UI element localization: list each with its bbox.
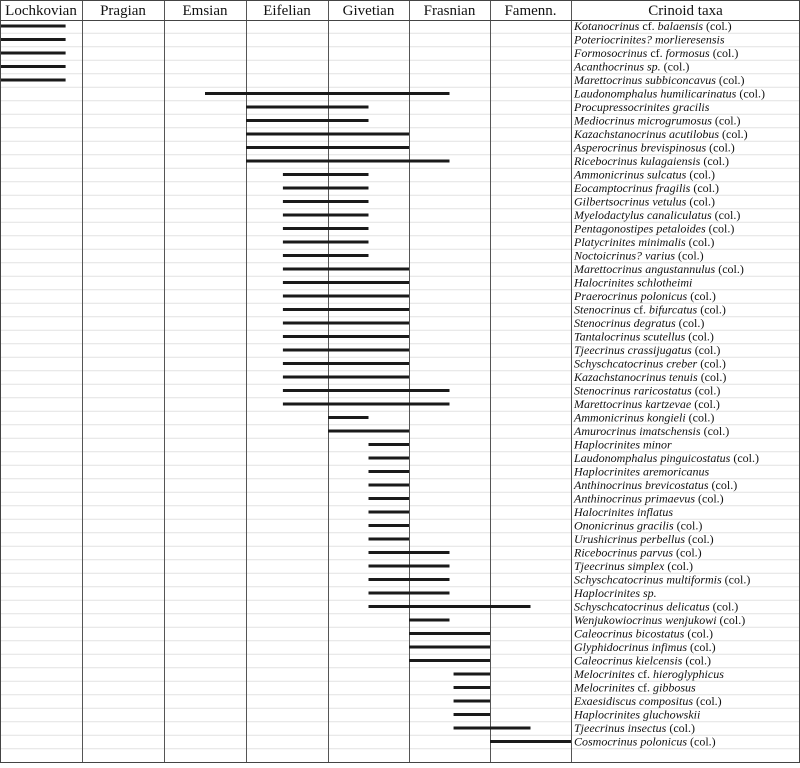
taxon-label [573,249,704,263]
taxon-genus: Kotanocrinus [574,19,640,33]
taxon-genus: Kazachstanocrinus [574,370,667,384]
taxon-genus: Kazachstanocrinus [574,127,667,141]
taxon-genus: Asperocrinus [574,140,638,155]
taxon-suffix: (col.) [715,73,745,87]
taxon-suffix: (col.) [673,518,703,533]
taxon-label [573,168,715,182]
taxon-suffix: (col.) [660,59,690,74]
taxon-epithet: creber [663,356,698,371]
stage-header: Pragian [100,3,146,19]
taxon-label [574,627,713,641]
taxon-label [573,87,765,101]
taxon-label [573,708,700,722]
taxon-label [573,208,740,222]
taxon-label [573,289,716,303]
taxon-genus: Mediocrinus [574,113,635,128]
taxon-label [574,721,695,735]
taxon-label [573,276,692,290]
taxon-qualifier: cf. [630,302,646,317]
taxon-genus: Marettocrinus [574,397,643,411]
stage-header: Frasnian [423,3,476,19]
taxon-label [573,181,719,195]
taxon-genus: Haplocrinites [574,586,640,600]
taxon-genus: Acanthocrinus [574,59,644,74]
taxon-genus: Ammonicrinus [574,410,644,425]
taxon-genus: Caleocrinus [574,626,633,641]
taxon-suffix: (col.) [700,424,730,438]
taxon-epithet: aremoricanus [640,464,710,479]
taxon-label [573,667,724,681]
taxon-epithet: multiformis [663,572,722,587]
taxon-label [574,519,702,533]
taxon-label [574,316,704,330]
taxon-genus: Schyschcatocrinus [574,356,664,371]
taxon-suffix: (col.) [682,653,711,668]
taxon-genus: Schyschcatocrinus [574,572,664,587]
taxon-suffix: (col.) [690,181,719,195]
taxon-suffix: (col.) [686,167,715,182]
taxon-label [574,384,720,398]
taxon-genus: Amurocrinus [574,424,637,438]
taxon-genus: Platycrinites [574,235,636,249]
taxon-genus: Marettocrinus [574,73,643,87]
taxon-genus: Marettocrinus [574,262,643,276]
taxon-genus: Anthinocrinus [574,478,642,492]
taxon-genus: Melocrinites [574,667,635,681]
taxon-genus: Ricebocrinus [574,545,638,560]
taxon-genus: Laudonomphalus [574,86,658,101]
taxon-epithet: insectus [624,721,667,735]
taxon-qualifier: cf. [634,680,650,695]
taxon-qualifier: cf. [639,19,655,33]
taxon-label [574,640,716,654]
taxon-label [573,262,744,276]
taxon-label [574,735,716,749]
taxon-suffix: (col.) [664,559,693,573]
taxon-suffix: (col.) [690,640,716,654]
taxon-genus: Haplocrinites [574,464,640,479]
taxon-label [573,424,729,438]
taxon-epithet: infimus [648,640,691,654]
taxon-genus: Myelodactylus [574,208,644,222]
taxon-epithet: parvus [637,545,673,560]
taxon-epithet: gracilis [669,100,710,114]
taxon-epithet: sulcatus [644,167,687,182]
taxon-label [573,451,759,465]
taxon-label [574,195,715,209]
taxon-epithet: acutilobus [666,127,720,141]
taxon-label [573,19,732,33]
taxon-suffix: (col.) [709,599,739,614]
taxon-epithet: sp. [640,586,657,600]
taxon-epithet: gracilis [634,518,674,533]
taxon-suffix: (col.) [705,221,735,236]
taxon-epithet: minimalis [635,235,686,249]
taxon-suffix: (col.) [697,302,726,317]
taxon-epithet: raricostatus [630,383,692,398]
taxon-suffix: (col.) [684,626,713,641]
taxon-epithet: hieroglyphicus [649,667,724,681]
taxon-label [573,235,714,249]
taxon-suffix: (col.) [685,235,715,249]
taxon-epithet: schlotheimi [634,275,693,290]
taxon-label [573,222,734,236]
taxon-suffix: (col.) [691,383,721,398]
taxon-genus: Ricebocrinus [574,154,638,168]
taxon-suffix: (col.) [691,397,720,411]
taxon-label [573,127,748,141]
taxon-suffix: (col.) [708,478,738,492]
taxon-suffix: (col.) [700,154,729,168]
taxon-label [573,73,745,87]
taxon-label [574,573,750,587]
taxon-suffix: (col.) [685,410,715,425]
taxon-genus: Gilbertsocrinus [574,194,650,209]
taxon-suffix: (col.) [673,545,702,560]
taxon-label [573,586,657,600]
taxon-genus: Halocrinites [574,275,634,290]
taxon-epithet: primaevus [642,491,695,506]
taxon-label [573,46,738,60]
taxon-label [573,141,735,155]
taxon-genus: Stenocrinus [574,316,631,330]
taxon-label [573,465,710,479]
taxon-label [573,505,673,519]
taxon-epithet: sp. [644,59,661,74]
taxon-genus: Anthinocrinus [574,491,642,506]
taxon-genus: Schyschcatocrinus [574,599,664,614]
taxon-suffix: (col.) [697,370,727,384]
stage-header: Givetian [342,3,395,19]
taxon-suffix: (col.) [695,491,724,506]
taxon-suffix: (col.) [703,19,732,33]
taxon-label [574,532,714,546]
taxon-epithet: vetulus [649,194,687,209]
taxon-genus: Cosmocrinus [574,734,638,749]
taxon-epithet: perbellus [637,532,686,546]
taxon-qualifier: cf. [634,667,650,681]
taxon-suffix: (col.) [686,194,715,209]
taxon-suffix: (col.) [687,734,716,749]
taxon-genus: Pentagonostipes [574,221,654,236]
taxon-epithet: microgrumosus [634,113,712,128]
taxon-epithet: balaensis [654,19,704,33]
taxon-suffix: (col.) [675,248,704,263]
taxon-genus: Wenjukowiocrinus [574,613,663,627]
taxon-qualifier: cf. [647,46,663,60]
taxon-epithet: gibbosus [649,680,696,695]
taxon-epithet: compositus [636,694,693,708]
taxon-label [574,343,720,357]
taxon-label [573,478,737,492]
taxon-genus: Laudonomphalus [574,451,658,465]
taxon-label [573,492,724,506]
taxon-genus: Praerocrinus [574,289,638,303]
taxon-label [573,33,725,47]
taxon-epithet: crassijugatus [624,343,692,357]
taxon-epithet: canaliculatus [643,208,712,222]
taxon-suffix: (col.) [691,343,721,357]
taxon-label [574,303,726,317]
taxon-suffix: (col.) [697,356,726,371]
taxon-epithet: fragilis [652,181,691,195]
taxon-epithet: wenjukowi [662,613,717,627]
taxon-epithet: subbiconcavus [642,73,716,87]
taxon-suffix: (col.) [711,113,741,128]
taxon-genus: Eocamptocrinus [574,181,653,195]
taxon-epithet: simplex [624,559,665,573]
taxon-label [574,654,711,668]
taxon-label [574,330,714,344]
taxon-epithet: morlieresensis [652,32,725,47]
taxon-genus: Haplocrinites [574,437,640,452]
taxon-epithet: varius [642,248,675,263]
taxon-suffix: (col.) [675,316,705,330]
taxon-label [573,397,720,411]
taxon-epithet: petaloides [653,221,706,236]
taxon-suffix: (col.) [719,127,748,141]
taxon-label [573,154,729,168]
taxon-genus: Tantalocrinus [574,329,641,344]
stage-header: Emsian [182,3,228,19]
taxon-genus: Exaesidiscus [574,694,636,708]
taxon-epithet: brevicostatus [642,478,709,492]
taxon-epithet: kulagaiensis [637,154,701,168]
taxon-label [574,600,738,614]
taxon-genus: Procupressocrinites [574,100,670,114]
taxon-suffix: (col.) [687,289,716,303]
taxon-epithet: minor [640,437,672,452]
taxon-suffix: (col.) [715,262,744,276]
taxon-epithet: pinguicostatus [657,451,731,465]
taxon-epithet: imatschensis [636,424,701,438]
taxon-epithet: bifurcatus [646,302,698,317]
taxon-genus: Stenocrinus [574,383,631,398]
taxon-genus: Melocrinites [574,680,635,695]
stage-header: Lochkovian [5,3,77,19]
taxon-epithet: humilicarinatus [657,86,737,101]
taxon-genus: Tjeecrinus [574,559,625,573]
taxon-label [573,546,702,560]
taxon-genus: Urushicrinus [574,532,638,546]
taxon-suffix: (col.) [716,613,746,627]
taxon-epithet: kongieli [644,410,686,425]
taxon-suffix: (col.) [685,329,714,344]
taxon-suffix: (col.) [736,86,766,101]
taxon-genus: Formosocrinus [574,46,648,60]
taxon-epithet: gluchowskii [640,707,701,722]
taxon-suffix: (col.) [685,532,714,546]
taxon-label [573,694,722,708]
stage-header: Famenn. [504,3,557,19]
taxon-suffix: (col.) [711,208,741,222]
taxon-epithet: brevispinosus [637,140,707,155]
taxon-suffix: (col.) [693,694,722,708]
taxon-label [573,114,741,128]
taxon-genus: Halocrinites [574,505,634,519]
taxon-genus: Stenocrinus [574,302,631,317]
taxon-label [573,681,696,695]
taxon-genus: Glyphidocrinus [574,640,649,654]
taxon-epithet: scutellus [640,329,686,344]
taxon-genus: Tjeecrinus [574,721,625,735]
taxon-suffix: (col.) [666,721,695,735]
taxon-suffix: (col.) [721,572,751,587]
taxon-epithet: angustannulus [642,262,716,276]
taxon-genus: Caleocrinus [574,653,633,668]
taxon-epithet: kielcensis [632,653,683,668]
taxon-epithet: delicatus [663,599,710,614]
taxon-epithet: tenuis [666,370,698,384]
taxon-label [573,370,726,384]
taxon-label [573,100,710,114]
taxon-suffix: (col.) [706,140,735,155]
taxon-genus: Poteriocrinites? [574,32,652,47]
taxon-label [574,357,726,371]
taxon-label [573,60,689,74]
taxon-epithet: inflatus [634,505,674,519]
taxon-label [574,559,693,573]
taxon-label [574,613,745,627]
taxon-suffix: (col.) [709,46,739,60]
taxon-epithet: formosus [662,46,710,60]
taxon-epithet: bicostatus [632,626,685,641]
taxon-suffix: (col.) [730,451,760,465]
taxon-genus: Ammonicrinus [574,167,644,182]
stage-header: Eifelian [263,3,311,19]
taxon-genus: Haplocrinites [574,707,640,722]
taxon-label [573,438,672,452]
taxon-genus: Noctoicrinus? [574,248,642,263]
taxon-genus: Tjeecrinus [574,343,625,357]
taxon-label [573,411,714,425]
taxa-column-header: Crinoid taxa [648,3,723,19]
taxon-genus: Ononicrinus [574,518,634,533]
taxon-epithet: polonicus [637,289,688,303]
taxon-epithet: kartzevae [642,397,692,411]
taxon-epithet: polonicus [637,734,688,749]
taxon-epithet: degratus [630,316,676,330]
